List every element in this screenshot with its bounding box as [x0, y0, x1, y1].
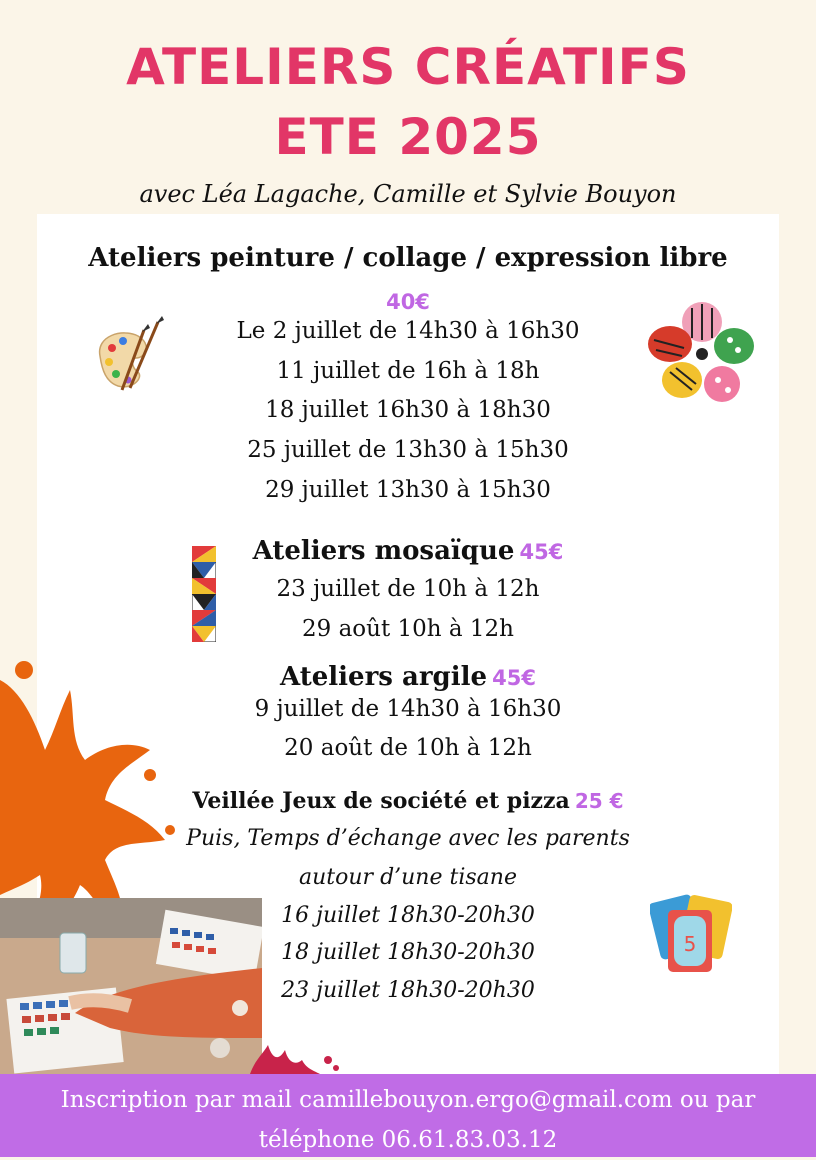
clay-price: 45€ — [492, 666, 536, 690]
footer-banner — [0, 1074, 816, 1157]
evening-date-2: 18 juillet 18h30-20h30 — [281, 940, 535, 965]
painting-title: Ateliers peinture / collage / expression libre — [88, 243, 728, 273]
evening-description-2: autour d’une tisane — [299, 865, 517, 890]
card-number: 5 — [683, 932, 697, 956]
evening-title: Veillée Jeux de société et pizza — [192, 788, 570, 814]
clay-date-2: 20 août de 10h à 12h — [284, 735, 532, 761]
playing-cards-icon — [650, 892, 732, 976]
mosaic-heading — [0, 536, 816, 566]
mosaic-tiles-icon — [192, 546, 216, 642]
subtitle: avec Léa Lagache, Camille et Sylvie Bouyon — [139, 180, 677, 208]
painting-date-2: 11 juillet de 16h à 18h — [276, 358, 540, 384]
painting-date-4: 25 juillet de 13h30 à 15h30 — [247, 437, 569, 463]
title-line-1: ATELIERS CRÉATIFS — [126, 38, 690, 96]
evening-price: 25 € — [574, 789, 624, 813]
painting-date-5: 29 juillet 13h30 à 15h30 — [265, 477, 551, 503]
mosaic-date-1: 23 juillet de 10h à 12h — [276, 576, 540, 602]
painting-price: 40€ — [386, 290, 430, 314]
evening-date-3: 23 juillet 18h30-20h30 — [281, 978, 535, 1003]
palette-icon — [92, 316, 168, 396]
clay-heading — [0, 662, 816, 692]
painting-date-3: 18 juillet 16h30 à 18h30 — [265, 397, 551, 423]
title-line-2: ETE 2025 — [274, 108, 542, 166]
clay-title: Ateliers argile — [280, 662, 488, 692]
mosaic-title: Ateliers mosaïque — [252, 536, 515, 566]
footer-line-2: téléphone 06.61.83.03.12 — [258, 1127, 558, 1153]
evening-date-1: 16 juillet 18h30-20h30 — [281, 903, 535, 928]
flower-icon — [646, 300, 758, 408]
evening-heading — [0, 788, 816, 814]
mosaic-date-2: 29 août 10h à 12h — [302, 616, 514, 642]
evening-description-1: Puis, Temps d’échange avec les parents — [186, 826, 630, 851]
red-splash-icon — [240, 1030, 350, 1074]
clay-date-1: 9 juillet de 14h30 à 16h30 — [254, 696, 562, 722]
painting-date-1: Le 2 juillet de 14h30 à 16h30 — [236, 318, 580, 344]
mosaic-price: 45€ — [519, 540, 564, 564]
footer-line-1: Inscription par mail camillebouyon.ergo@gmail.com ou par — [60, 1087, 756, 1113]
